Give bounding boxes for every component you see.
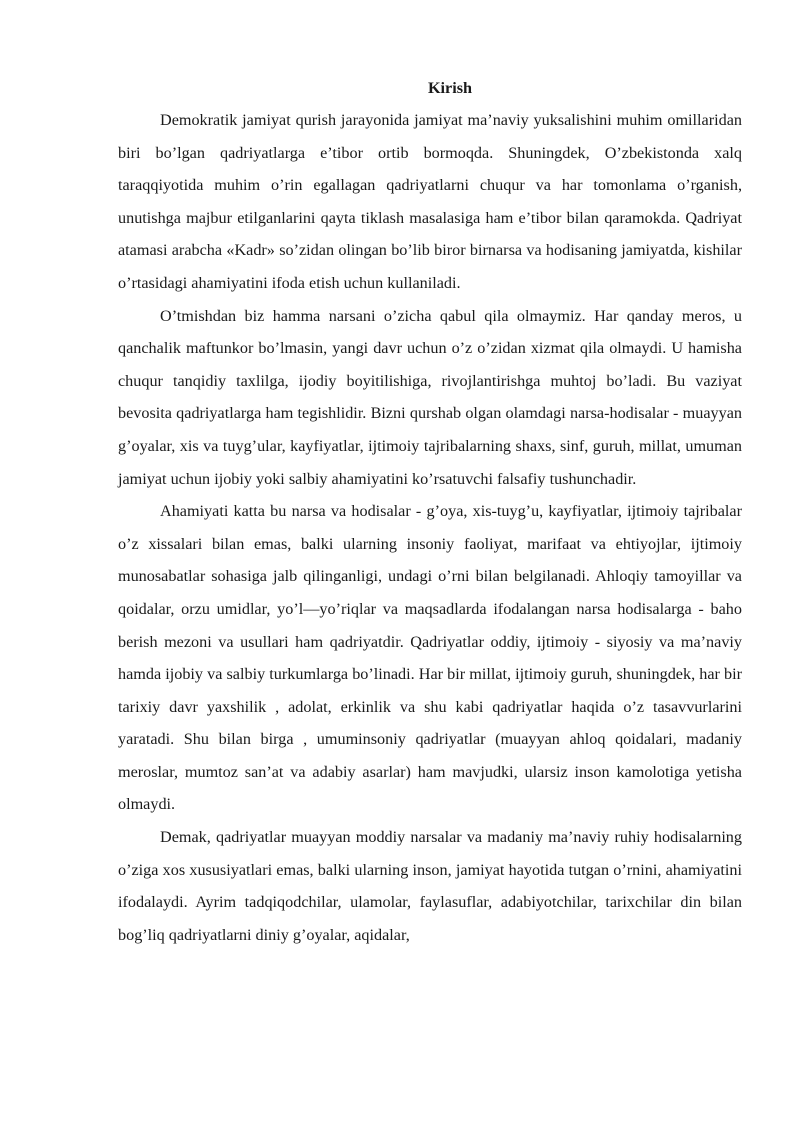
paragraph-2: O’tmishdan biz hamma narsani o’zicha qabul qila olmaymiz. Har qanday meros, u qanchalik maftunkor bo’lmasin, yangi davr uchun o’z o’zidan xizmat qila olmaydi. U hamisha chuqur tanqidiy taxlilga, ijodiy boyitilishiga, rivojlantirishga muhtoj bo’ladi. Bu vaziyat bevosita qadriyatlarga ham tegishlidir. Bizni qurshab olgan olamdagi narsa-hodisalar - muayyan g’oyalar, xis va tuyg’ular, kayfiyatlar, ijtimoiy tajribalarning shaxs, sinf, guruh, millat, umuman jamiyat uchun ijobiy yoki salbiy ahamiyatini ko’rsatuvchi falsafiy tushunchadir. [118,306,742,488]
paragraph-3: Ahamiyati katta bu narsa va hodisalar - g’oya, xis-tuyg’u, kayfiyatlar, ijtimoiy tajribalar o’z xissalari bilan emas, balki ularning insoniy faoliyat, marifaat va ehtiyojlar, ijtimoiy munosabatlar sohasiga jalb qilinganligi, undagi o’rni bilan belgilanadi. Ahloqiy tamoyillar va qoidalar, orzu umidlar, yo’l—yo’riqlar va maqsadlarda ifodalangan narsa hodisalarga - baho berish mezoni va usullari ham qadriyatdir. Qadriyatlar oddiy, ijtimoiy - siyosiy va ma’naviy hamda ijobiy va salbiy turkumlarga bo’linadi. Har bir millat, ijtimoiy guruh, shuningdek, har bir tarixiy davr yaxshilik , adolat, erkinlik va shu kabi qadriyatlar haqida o’z tasavvurlarini yaratadi. Shu bilan birga , umuminsoniy qadriyatlar (muayyan ahloq qoidalari, madaniy meroslar, mumtoz san’at va adabiy asarlar) ham mavjudki, ularsiz inson kamolotiga yetisha olmaydi. [118,502,742,814]
document-page [118,72,742,951]
paragraph-1: Demokratik jamiyat qurish jarayonida jamiyat ma’naviy yuksalishini muhim omillaridan biri bo’lgan qadriyatlarga e’tibor ortib bormoqda. Shuningdek, O’zbekistonda xalq taraqqiyotida muhim o’rin egallagan qadriyatlarni chuqur va har tomonlama o’rganish, unutishga majbur etilganlarini qayta tiklash masalasiga ham e’tibor bilan qaramokda. Qadriyat atamasi arabcha «Kadr» so’zidan olingan bo’lib biror birnarsa va hodisaning jamiyatda, kishilar o’rtasidagi ahamiyatini ifoda etish uchun kullaniladi. [118,111,742,292]
paragraph-4: Demak, qadriyatlar muayyan moddiy narsalar va madaniy ma’naviy ruhiy hodisalarning o’ziga xos xususiyatlari emas, balki ularning inson, jamiyat hayotida tutgan o’rnini, ahamiyatini ifodalaydi. Ayrim tadqiqodchilar, ulamolar, faylasuflar, adabiyotchilar, tarixchilar din bilan bog’liq qadriyatlarni diniy g’oyalar, aqidalar, [118,828,742,944]
document-title: Kirish [427,79,473,97]
